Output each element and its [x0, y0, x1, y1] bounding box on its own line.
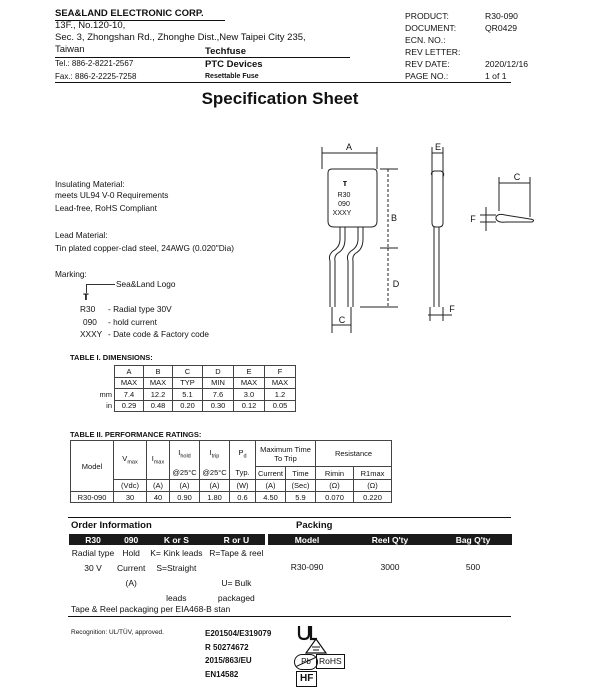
unit-cell: (A): [170, 480, 200, 492]
sea-land-logo-icon: ᴛ: [83, 289, 89, 303]
address-line-2: Sec. 3, Zhongshan Rd., Zhonghe Dist.,New Taipei City 235,: [55, 32, 306, 43]
dim-label-c: C: [338, 315, 346, 325]
doc-field-value: R30-090: [485, 11, 518, 21]
pd-sub: d: [243, 453, 247, 460]
packing-header: Bag Q'ty: [434, 534, 512, 545]
halogen-free-badge: HF: [296, 671, 317, 687]
dim-value: 0.29: [115, 400, 144, 412]
dim-letter: F: [265, 366, 296, 378]
document-info-table: [405, 10, 528, 82]
order-header: 090: [117, 534, 145, 545]
packing-cell: R30-090: [290, 562, 324, 572]
marking-code: XXXY: [80, 329, 103, 339]
time-header: Time: [286, 467, 316, 480]
order-header: R30: [69, 534, 117, 545]
doc-field-label: PAGE NO.:: [405, 71, 449, 81]
side-body: [431, 171, 443, 227]
imax-sub: max: [153, 459, 165, 466]
packing-title: Packing: [296, 520, 333, 531]
order-cell: [207, 560, 265, 575]
data-cell: 40: [147, 492, 170, 503]
dim-label-c-detail: C: [513, 172, 521, 182]
pd-header: P: [238, 448, 244, 457]
lead-detail: [496, 214, 534, 222]
marking-code: 090: [83, 317, 97, 327]
dim-label-f-detail: F: [470, 214, 476, 224]
doc-field-label: REV DATE:: [405, 59, 450, 69]
packing-header: Reel Q'ty: [346, 534, 434, 545]
body-mark: 090: [338, 201, 350, 208]
materials-block: [55, 179, 315, 280]
marking-desc: - Date code & Factory code: [108, 329, 209, 339]
doc-field-value: [485, 34, 528, 46]
marking-leader-line: [86, 284, 115, 293]
marking-label: Marking:: [55, 269, 87, 279]
dim-kind: MAX: [265, 377, 296, 389]
ihold-sub: hold: [180, 453, 191, 460]
dim-kind: MIN: [203, 377, 234, 389]
insulating-label: Insulating Material:: [55, 179, 125, 189]
temp-header: @25°C: [170, 467, 200, 480]
packing-cell: 3000: [380, 562, 400, 572]
dim-kind: MAX: [234, 377, 265, 389]
model-header: Model: [71, 441, 114, 492]
unit-label: in: [106, 401, 112, 411]
body-mark: XXXY: [332, 210, 352, 217]
product-type: Resettable Fuse: [205, 73, 259, 80]
performance-table: [70, 440, 392, 503]
order-cell: leads: [166, 592, 187, 603]
order-cell: (A): [125, 577, 137, 588]
doc-field-label: ECN. NO.:: [405, 35, 446, 45]
rimin-header: Rimin: [316, 467, 354, 480]
dim-value: 0.48: [144, 400, 173, 412]
header-rule-bottom: [55, 82, 511, 83]
order-cell: 30 V: [84, 562, 102, 573]
max-time-header: Maximum Time: [260, 444, 311, 454]
dim-kind: TYP: [173, 377, 203, 389]
order-cell: Radial type: [71, 547, 115, 558]
data-cell: 30: [114, 492, 147, 503]
lead-value: Tin plated copper-clad steel, 24AWG (0.020"Dia): [55, 243, 234, 253]
pb-text: Pb: [301, 657, 311, 666]
data-cell: 0.070: [316, 492, 354, 503]
component-drawing: [300, 135, 560, 345]
dim-value: 0.05: [265, 400, 296, 412]
body-mark: R30: [337, 192, 351, 199]
typ-header: Typ.: [230, 467, 256, 480]
dim-label-b: B: [390, 213, 398, 223]
data-cell: 0.6: [230, 492, 256, 503]
tape-note: Tape & Reel packaging per EIA468-B stan: [71, 604, 231, 614]
section-rule: [68, 616, 511, 617]
rohs-badge: RoHS: [316, 654, 345, 669]
ihold-header: I: [178, 448, 181, 457]
dim-label-a: A: [345, 142, 353, 152]
order-header: R or U: [207, 534, 265, 545]
order-cell: S=Straight: [156, 562, 197, 573]
dim-value: 1.2: [265, 389, 296, 401]
dim-label-e: E: [434, 142, 442, 152]
r1max-header: R1max: [354, 467, 392, 480]
phone-number: Tel.: 886-2-8221-2567: [55, 59, 134, 68]
itrip-sub: trip: [211, 453, 220, 460]
order-cell: [145, 575, 207, 590]
order-table: [69, 534, 265, 605]
unit-cell: (W): [230, 480, 256, 492]
dim-letter: E: [234, 366, 265, 378]
dim-kind: MAX: [144, 377, 173, 389]
dim-value: 7.6: [203, 389, 234, 401]
vmax-sub: max: [127, 459, 138, 466]
doc-field-value: [485, 46, 528, 58]
order-cell: R=Tape & reel: [209, 547, 264, 558]
recognition-code: 2015/863/EU: [205, 656, 252, 665]
packing-cell: 500: [465, 562, 481, 572]
insulating-value-2: Lead-free, RoHS Compliant: [55, 203, 157, 213]
recognition-label: Recognition: UL/TÜV, approved.: [71, 629, 164, 636]
recognition-code: E201504/E319079: [205, 629, 272, 638]
product-line: PTC Devices: [205, 59, 263, 70]
company-name: SEA&LAND ELECTRONIC CORP.: [55, 8, 204, 19]
recognition-code: R 50274672: [205, 642, 249, 652]
current-header: Current: [256, 467, 286, 480]
dim-letter: D: [203, 366, 234, 378]
header-company-block: [55, 8, 350, 56]
component-body: [328, 169, 377, 227]
marking-desc: - Radial type 30V: [108, 304, 172, 314]
unit-cell: (Vdc): [114, 480, 147, 492]
dim-value: 5.1: [173, 389, 203, 401]
recognition-codes: [205, 627, 271, 681]
warning-triangle-icon: [305, 638, 327, 654]
fax-number: Fax.: 886-2-2225-7258: [55, 72, 137, 81]
dim-value: 0.30: [203, 400, 234, 412]
header-rule-mid: [55, 57, 350, 58]
dim-value: 12.2: [144, 389, 173, 401]
order-cell: [117, 590, 145, 605]
data-cell: 0.90: [170, 492, 200, 503]
logo-description: Sea&Land Logo: [116, 279, 176, 289]
address-line-3: Taiwan: [55, 44, 85, 55]
doc-field-value: 2020/12/16: [485, 59, 529, 69]
packing-table: [268, 534, 512, 589]
order-title: Order Information: [71, 520, 152, 531]
unit-cell: (A): [256, 480, 286, 492]
header-rule-top: [55, 20, 225, 21]
unit-cell: (Ω): [316, 480, 354, 492]
order-cell: K= Kink leads: [150, 547, 203, 558]
brand-name: Techfuse: [205, 46, 247, 57]
doc-field-value: 1 of 1: [485, 71, 507, 81]
body-logo-icon: ᴛ: [342, 178, 348, 188]
dim-label-f: F: [449, 304, 455, 314]
unit-cell: (A): [147, 480, 170, 492]
vmax-header: V: [122, 454, 128, 464]
unit-cell: (A): [200, 480, 230, 492]
unit-label: mm: [99, 389, 112, 399]
table1-title: TABLE I. DIMENSIONS:: [70, 353, 153, 362]
order-cell: U= Bulk: [221, 577, 252, 588]
dim-letter: C: [173, 366, 203, 378]
temp-header: @25°C: [200, 467, 230, 480]
table2-title: TABLE II. PERFORMANCE RATINGS:: [70, 430, 202, 439]
doc-field-label: DOCUMENT:: [405, 23, 457, 33]
order-cell: Current: [117, 562, 146, 573]
packing-header: Model: [268, 534, 346, 545]
data-cell: 4.50: [256, 492, 286, 503]
page-title: Specification Sheet: [201, 89, 359, 108]
data-cell: 5.9: [286, 492, 316, 503]
insulating-value-1: meets UL94 V-0 Requirements: [55, 190, 169, 200]
marking-desc: - hold current: [108, 317, 157, 327]
doc-field-label: PRODUCT:: [405, 11, 449, 21]
lead-label: Lead Material:: [55, 230, 108, 240]
order-header: K or S: [145, 534, 207, 545]
dim-value: 7.4: [115, 389, 144, 401]
address-line-1: 13F., No.120-10,: [55, 20, 126, 31]
doc-field-label: REV LETTER:: [405, 47, 461, 57]
resistance-header: Resistance: [316, 441, 392, 467]
marking-code: R30: [80, 304, 96, 314]
pb-free-icon: [294, 654, 318, 670]
unit-cell: (Ω): [354, 480, 392, 492]
dimensions-table: [88, 365, 296, 412]
unit-cell: (Sec): [286, 480, 316, 492]
dim-letter: A: [115, 366, 144, 378]
to-trip-header: To Trip: [274, 453, 297, 463]
dim-label-d: D: [392, 279, 400, 289]
data-cell: 0.220: [354, 492, 392, 503]
order-cell: packaged: [217, 592, 255, 603]
dim-kind: MAX: [115, 377, 144, 389]
dim-value: 0.20: [173, 400, 203, 412]
dim-value: 0.12: [234, 400, 265, 412]
itrip-header: I: [209, 448, 212, 457]
dim-letter: B: [144, 366, 173, 378]
order-cell: Hold: [122, 547, 140, 558]
section-rule: [68, 517, 511, 518]
imax-header: I: [151, 454, 154, 464]
data-cell: R30-090: [71, 492, 114, 503]
dim-value: 3.0: [234, 389, 265, 401]
order-cell: [69, 575, 117, 590]
doc-field-value: QR0429: [485, 23, 518, 33]
order-cell: [69, 590, 117, 605]
data-cell: 1.80: [200, 492, 230, 503]
recognition-code: EN14582: [205, 669, 239, 679]
